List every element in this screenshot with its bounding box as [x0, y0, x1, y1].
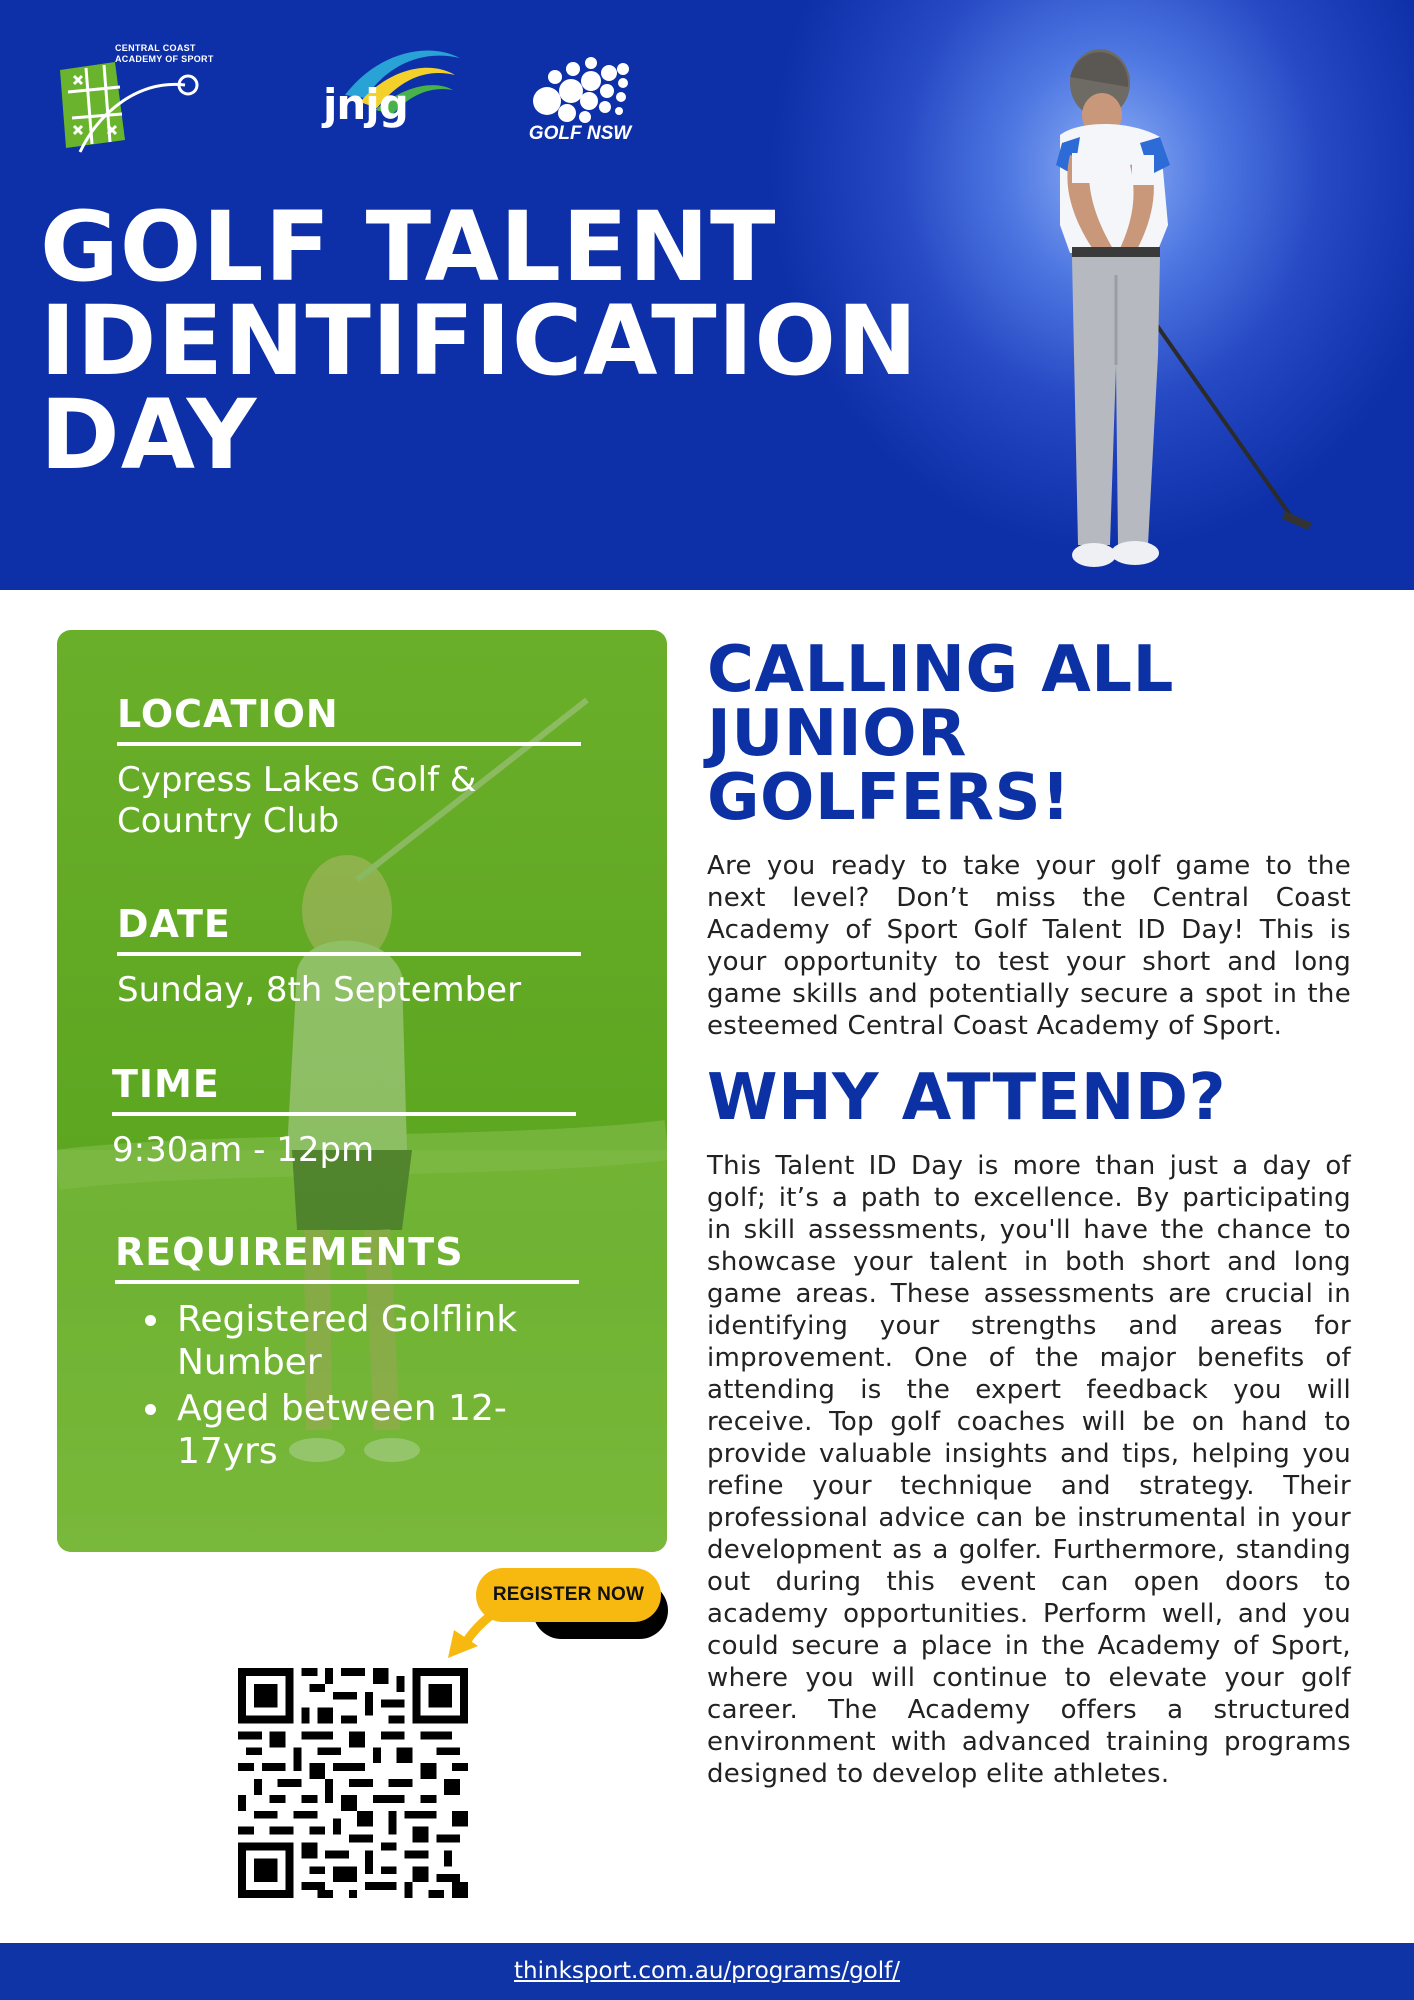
- page-title: GOLF TALENT IDENTIFICATION DAY: [40, 191, 919, 491]
- golfer-photo: [990, 25, 1330, 585]
- why-attend-title: WHY ATTEND?: [707, 1061, 1227, 1135]
- golf-nsw-logo-text: GOLF NSW: [528, 123, 632, 144]
- requirements-heading: REQUIREMENTS: [115, 1230, 579, 1284]
- time-value: 9:30am - 12pm: [112, 1130, 375, 1170]
- list-item: Registered Golflink Number: [115, 1298, 585, 1384]
- list-item: Aged between 12-17yrs: [115, 1387, 585, 1473]
- requirements-section: [115, 1230, 585, 1476]
- calling-title: CALLING ALL JUNIOR GOLFERS!: [707, 633, 1174, 835]
- jnjg-logo-text: jnjg: [323, 80, 408, 129]
- program-website-link[interactable]: thinksport.com.au/programs/golf/: [514, 1958, 900, 1984]
- golf-nsw-logo: [505, 55, 655, 150]
- why-attend-body: This Talent ID Day is more than just a day of golf; it’s a path to excellence. By participating in skill assessments, you'll have the chance to showcase your talent in both short and long game areas. These assessments are crucial in identifying your strengths and areas for improvement. One of the major benefits of attending is the expert feedback you will receive. Top golf coaches will be on hand to provide valuable insights and tips, helping you refine your technique and strategy. Their professional advice can be instrumental in your development as a golfer. Furthermore, standing out during this event can open doors to academy opportunities. Perform well, and you could secure a place in the Academy of Sport, where you will continue to elevate your golf career. The Academy offers a structured environment with advanced training programs designed to develop elite athletes.: [707, 1151, 1351, 1789]
- ccas-logo-text: CENTRAL COAST ACADEMY OF SPORT: [115, 43, 214, 64]
- time-heading: TIME: [112, 1062, 576, 1116]
- date-section: [117, 902, 587, 1011]
- register-now-button[interactable]: REGISTER NOW: [476, 1568, 661, 1622]
- ccas-logo: [60, 40, 245, 165]
- calling-section: [707, 633, 1351, 1042]
- registration-qr-code[interactable]: [238, 1668, 468, 1898]
- location-section: [117, 692, 587, 842]
- why-attend-section: [707, 1061, 1351, 1790]
- golf-nsw-dots-icon: [505, 55, 655, 125]
- jnjg-logo: [305, 40, 465, 145]
- requirements-list: [115, 1298, 585, 1473]
- date-value: Sunday, 8th September: [117, 970, 522, 1010]
- location-heading: LOCATION: [117, 692, 581, 746]
- arrow-down-left-icon: [440, 1600, 520, 1662]
- footer-bar: [0, 1943, 1414, 2000]
- location-value: Cypress Lakes Golf & Country Club: [117, 760, 477, 841]
- calling-body: Are you ready to take your golf game to the next level? Don’t miss the Central Coast Academy of Sport Golf Talent ID Day! This is your opportunity to test your short and long game skills and potentially secure a spot in the esteemed Central Coast Academy of Sport.: [707, 851, 1351, 1041]
- event-details-card: [57, 630, 667, 1552]
- date-heading: DATE: [117, 902, 581, 956]
- header-banner: [0, 0, 1414, 590]
- time-section: [112, 1062, 582, 1171]
